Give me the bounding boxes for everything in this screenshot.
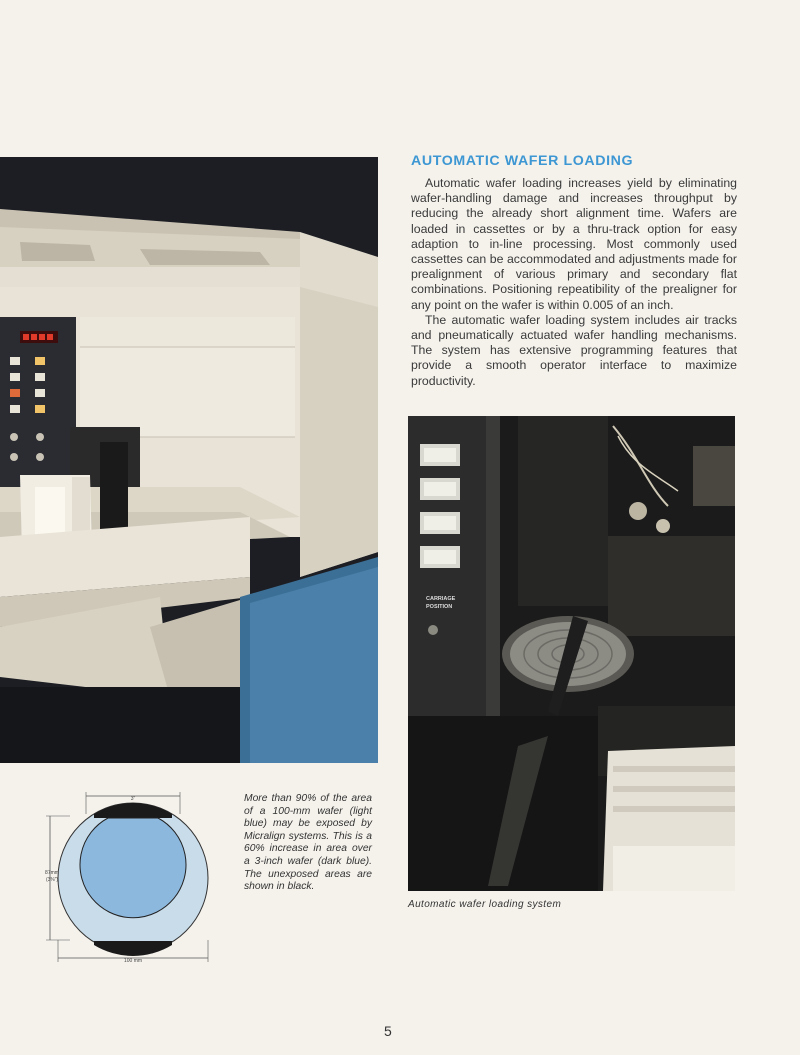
unexposed-area-top xyxy=(94,803,172,818)
diagram-caption: More than 90% of the area of a 100-mm wafer (light blue) may be exposed by Micralign systems. This is a 60% increase in area over a 3-inch wafer (dark blue). The unexposed areas are shown in black. xyxy=(244,793,372,893)
page-number: 5 xyxy=(384,1023,392,1039)
aligner-machine-illustration xyxy=(0,157,378,763)
section-heading: AUTOMATIC WAFER LOADING xyxy=(411,153,634,169)
wafer-diagram-graphic xyxy=(30,790,240,970)
panel-label-position: POSITION xyxy=(426,604,453,610)
side-dimension-label: 87mm xyxy=(45,870,59,876)
side-dimension-sublabel: (3⅜") xyxy=(45,877,59,883)
wafer-area-diagram xyxy=(30,790,240,970)
body-paragraph: Automatic wafer loading increases yield by eliminating wafer-handling damage and increases throughput by reducing the already short alignment time. Wafers are loaded in cassettes or by a thru-track option for easy adaption to in-line processing. Most commonly used cassettes can be accommodated and adjustments made for prealignment of various primary and secondary flat combinations. Positioning repeatibility of the prealigner for any point on the wafer is within 0.005 of an inch. xyxy=(411,176,737,312)
wafer-loading-system-photo xyxy=(408,416,735,891)
bottom-dimension-label: 100 mm xyxy=(123,958,143,964)
wafer-3inch-dark-blue xyxy=(80,818,186,918)
body-paragraph: The automatic wafer loading system includes air tracks and pneumatically actuated wafer handling mechanisms. The system has extensive programming features that provide a smooth operator interface to maximize productivity. xyxy=(411,312,737,388)
unexposed-area-bottom xyxy=(94,941,172,956)
top-dimension-label: 3" xyxy=(130,796,136,802)
aligner-machine-photo xyxy=(0,157,378,763)
body-text xyxy=(411,176,737,389)
photo-caption: Automatic wafer loading system xyxy=(408,899,562,910)
panel-label-carriage: CARRIAGE xyxy=(426,596,456,602)
wafer-loading-system-illustration xyxy=(408,416,735,891)
